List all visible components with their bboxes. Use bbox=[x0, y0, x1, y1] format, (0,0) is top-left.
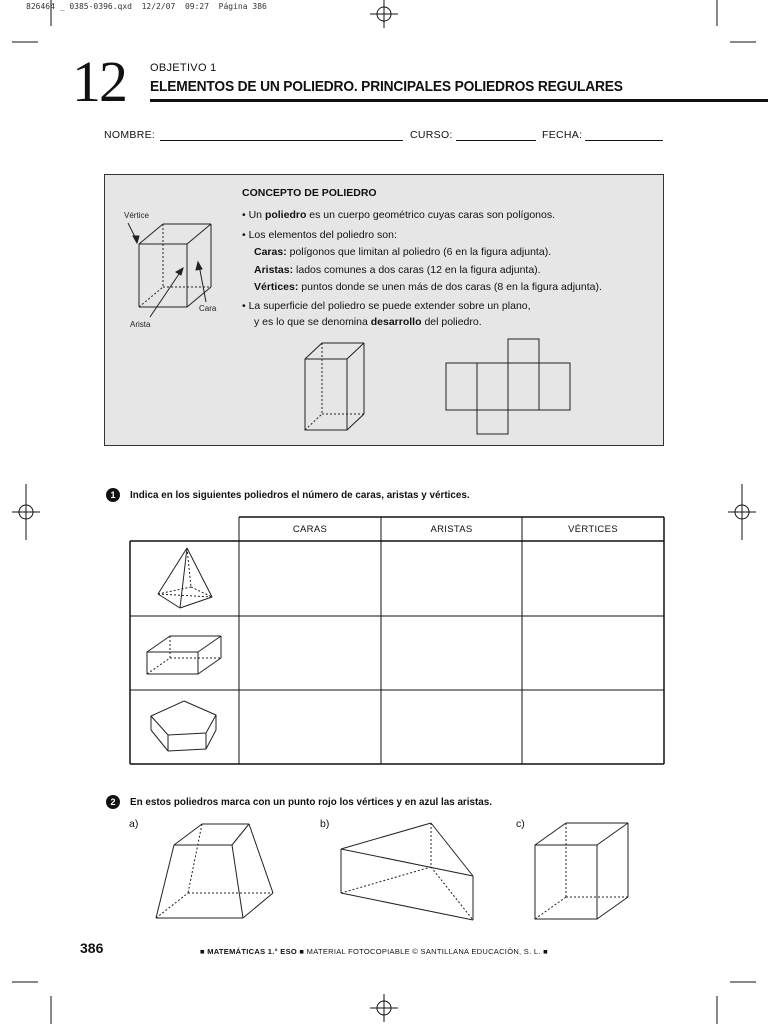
frustum-figure[interactable] bbox=[156, 824, 273, 918]
footer-credits: ■ MATEMÁTICAS 1.° ESO ■ MATERIAL FOTOCOPIABLE © SANTILLANA EDUCACIÓN, S. L. ■ bbox=[200, 947, 548, 956]
question-2-number: 2 bbox=[106, 795, 120, 809]
page-title: ELEMENTOS DE UN POLIEDRO. PRINCIPALES POLIEDROS REGULARES bbox=[150, 78, 623, 95]
fecha-label: FECHA: bbox=[542, 129, 583, 141]
concept-bullet-1: • Un poliedro es un cuerpo geométrico cuyas caras son polígonos. bbox=[242, 209, 556, 221]
concept-caras: Caras: polígonos que limitan al poliedro (6 en la figura adjunta). bbox=[254, 246, 552, 258]
nombre-label: NOMBRE: bbox=[104, 129, 156, 141]
question-2-text: En estos poliedros marca con un punto rojo los vértices y en azul las aristas. bbox=[130, 796, 493, 808]
chapter-number: 12 bbox=[72, 49, 126, 114]
label-arista: Arista bbox=[130, 320, 151, 329]
bullet-dot: • bbox=[242, 300, 249, 312]
question-1-text: Indica en los siguientes poliedros el número de caras, aristas y vértices. bbox=[130, 489, 470, 501]
objective-label: OBJETIVO 1 bbox=[150, 62, 217, 74]
square-bullet-icon: ■ bbox=[297, 947, 307, 956]
concept-title: CONCEPTO DE POLIEDRO bbox=[242, 187, 377, 199]
bullet-dot: • bbox=[242, 229, 249, 241]
triangular-prism-figure[interactable] bbox=[341, 823, 473, 920]
label-cara: Cara bbox=[199, 304, 217, 313]
concept-vertices: Vértices: puntos donde se unen más de dos caras (8 en la figura adjunta). bbox=[254, 281, 602, 293]
square-bullet-icon: ■ bbox=[200, 947, 208, 956]
option-a-label: a) bbox=[129, 818, 139, 830]
bullet-dot: • bbox=[242, 209, 249, 221]
option-b-label: b) bbox=[320, 818, 330, 830]
question-1-number: 1 bbox=[106, 488, 120, 502]
column-header-aristas: ARISTAS bbox=[430, 524, 473, 535]
option-c-label: c) bbox=[516, 818, 525, 830]
square-bullet-icon: ■ bbox=[540, 947, 548, 956]
concept-bullet-3-line-2: y es lo que se denomina desarrollo del poliedro. bbox=[254, 316, 482, 328]
tall-prism-figure[interactable] bbox=[535, 823, 628, 919]
page-number: 386 bbox=[80, 940, 104, 956]
curso-label: CURSO: bbox=[410, 129, 453, 141]
column-header-vertices: VÉRTICES bbox=[568, 524, 618, 535]
concept-aristas: Aristas: lados comunes a dos caras (12 en la figura adjunta). bbox=[254, 264, 541, 276]
label-vertice: Vértice bbox=[124, 211, 149, 220]
concept-bullet-2: • Los elementos del poliedro son: bbox=[242, 229, 397, 241]
print-file-header: 826464 _ 0385-0396.qxd 12/2/07 09:27 Página 386 bbox=[26, 2, 267, 11]
column-header-caras: CARAS bbox=[292, 524, 328, 535]
concept-bullet-3: • La superficie del poliedro se puede extender sobre un plano, bbox=[242, 300, 531, 312]
